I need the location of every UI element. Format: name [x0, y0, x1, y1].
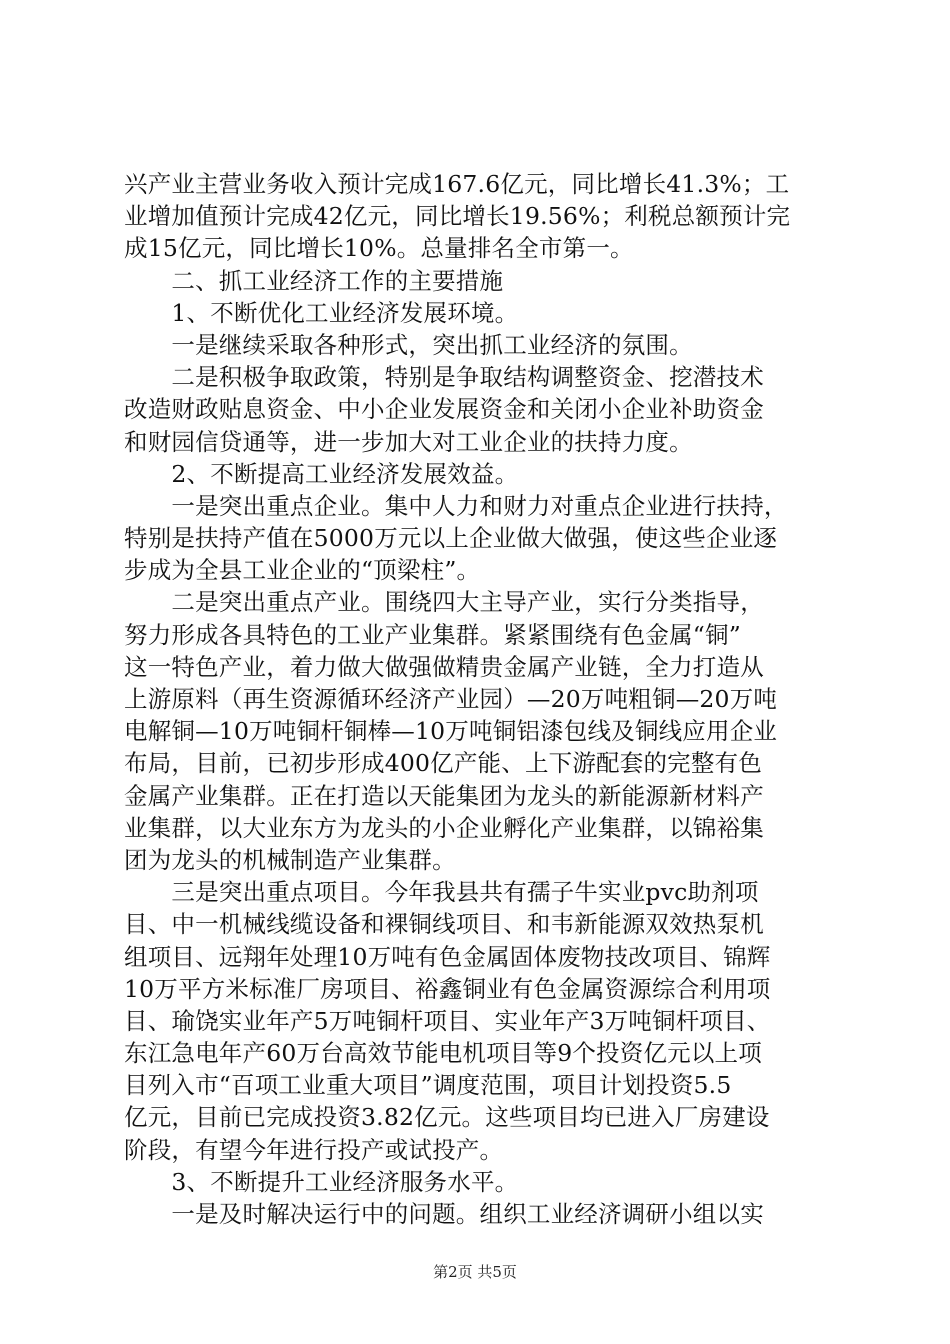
text-line: 特别是扶持产值在5000万元以上企业做大做强，使这些企业逐: [124, 524, 778, 553]
text-line: 兴产业主营业务收入预计完成167.6亿元，同比增长41.3%；工: [124, 170, 790, 198]
page-footer: 第2页 共5页: [433, 1263, 517, 1281]
section-heading: 二、抓工业经济工作的主要措施: [124, 266, 504, 295]
text-line: 一是突出重点企业。集中人力和财力对重点企业进行扶持，: [124, 491, 788, 520]
text-line: 一是及时解决运行中的问题。组织工业经济调研小组以实: [124, 1200, 764, 1228]
text-line: 10万平方米标准厂房项目、裕鑫铜业有色金属资源综合利用项: [124, 974, 771, 1003]
text-line: 改造财政贴息资金、中小企业发展资金和关闭小企业补助资金: [124, 395, 764, 424]
document-body: [124, 168, 834, 1230]
text-line: 阶段，有望今年进行投产或试投产。: [124, 1135, 504, 1164]
text-line: 亿元，目前已完成投资3.82亿元。这些项目均已进入厂房建设: [124, 1103, 770, 1132]
text-line: 和财园信贷通等，进一步加大对工业企业的扶持力度。: [124, 427, 693, 456]
text-line: 目列入市“百项工业重大项目”调度范围，项目计划投资5.5: [124, 1071, 732, 1100]
text-line: 组项目、远翔年处理10万吨有色金属固体废物技改项目、锦辉: [124, 942, 771, 971]
text-line: 业集群，以大业东方为龙头的小企业孵化产业集群，以锦裕集: [124, 813, 764, 842]
subsection-heading: 3、不断提升工业经济服务水平。: [124, 1167, 519, 1196]
text-line: 东江急电年产60万台高效节能电机项目等9个投资亿元以上项: [124, 1039, 762, 1068]
text-line: 步成为全县工业企业的“顶梁柱”。: [124, 556, 481, 585]
text-line: 一是继续采取各种形式，突出抓工业经济的氛围。: [124, 330, 693, 359]
text-line: 团为龙头的机械制造产业集群。: [124, 845, 456, 874]
text-line: 上游原料（再生资源循环经济产业园）—20万吨粗铜—20万吨: [124, 685, 778, 713]
subsection-heading: 2、不断提高工业经济发展效益。: [124, 459, 519, 488]
text-line: 金属产业集群。正在打造以天能集团为龙头的新能源新材料产: [124, 781, 764, 810]
text-line: 布局，目前，已初步形成400亿产能、上下游配套的完整有色: [124, 749, 762, 778]
text-line: 业增加值预计完成42亿元，同比增长19.56%；利税总额预计完: [124, 202, 791, 231]
text-line: 努力形成各具特色的工业产业集群。紧紧围绕有色金属“铜”: [124, 620, 741, 649]
text-line: 电解铜—10万吨铜杆铜棒—10万吨铜铝漆包线及铜线应用企业: [124, 717, 778, 746]
text-line: 二是突出重点产业。围绕四大主导产业，实行分类指导，: [124, 588, 764, 617]
text-line: 二是积极争取政策，特别是争取结构调整资金、挖潜技术: [124, 363, 764, 392]
subsection-heading: 1、不断优化工业经济发展环境。: [124, 298, 519, 327]
text-line: 成15亿元，同比增长10%。总量排名全市第一。: [124, 234, 634, 263]
text-line: 这一特色产业，着力做大做强做精贵金属产业链，全力打造从: [124, 652, 764, 681]
text-line: 目、瑜饶实业年产5万吨铜杆项目、实业年产3万吨铜杆项目、: [124, 1006, 771, 1035]
text-line: 三是突出重点项目。今年我县共有孺子牛实业pvc助剂项: [124, 878, 759, 907]
text-line: 目、中一机械线缆设备和裸铜线项目、和韦新能源双效热泵机: [124, 910, 764, 939]
